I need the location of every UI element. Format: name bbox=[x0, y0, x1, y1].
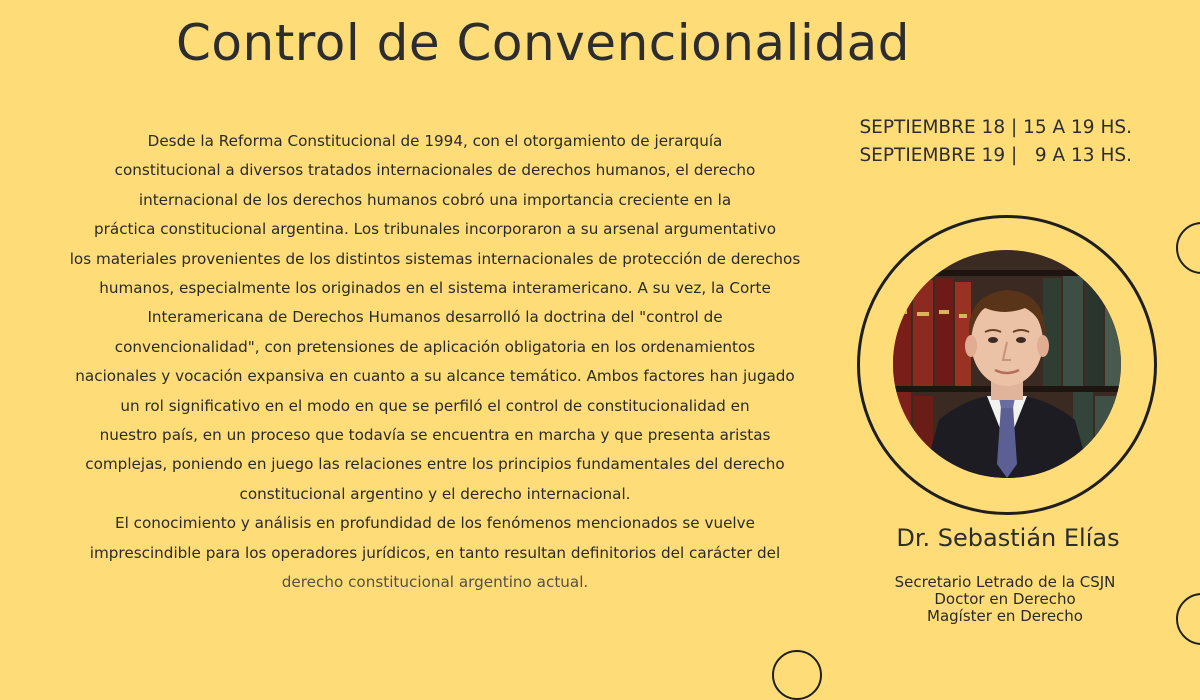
date-line-1: SEPTIEMBRE 18 | 15 A 19 HS. bbox=[859, 117, 1132, 138]
description-line: humanos, especialmente los originados en el sistema interamericano. A su vez, la Corte bbox=[99, 279, 771, 298]
speaker-portrait-image bbox=[893, 250, 1121, 478]
description-line: constitucional argentino y el derecho internacional. bbox=[239, 484, 631, 503]
speaker-role: Magíster en Derecho bbox=[927, 607, 1083, 625]
decorative-circle-right-bottom bbox=[1176, 593, 1200, 645]
description-line: nuestro país, en un proceso que todavía se encuentra en marcha y que presenta aristas bbox=[99, 426, 771, 445]
description-line: un rol significativo en el modo en que se perfiló el control de constitucionalidad en bbox=[120, 396, 750, 415]
description-line: internacional de los derechos humanos cobró una importancia creciente en la bbox=[138, 190, 732, 209]
description-line: El conocimiento y análisis en profundidad de los fenómenos mencionados se vuelve bbox=[114, 514, 755, 533]
description-line: imprescindible para los operadores jurídicos, en tanto resultan definitorios del carácter del bbox=[89, 543, 781, 562]
speaker-photo bbox=[893, 250, 1121, 478]
speaker-name: Dr. Sebastián Elías bbox=[896, 524, 1120, 552]
date-line-2: SEPTIEMBRE 19 | 9 A 13 HS. bbox=[859, 145, 1132, 166]
speaker-roles bbox=[858, 574, 1152, 625]
decorative-circle-right-top bbox=[1176, 222, 1200, 274]
speaker-role: Secretario Letrado de la CSJN bbox=[894, 573, 1116, 591]
description-line: complejas, poniendo en juego las relaciones entre los principios fundamentales del derecho bbox=[85, 455, 785, 474]
page-title: Control de Convencionalidad bbox=[176, 14, 910, 72]
event-dates bbox=[859, 114, 1132, 170]
description-line: Interamericana de Derechos Humanos desarrolló la doctrina del "control de bbox=[147, 308, 723, 327]
speaker-role: Doctor en Derecho bbox=[934, 590, 1076, 608]
description-line: Desde la Reforma Constitucional de 1994, con el otorgamiento de jerarquía bbox=[147, 132, 723, 150]
description-line: los materiales provenientes de los distintos sistemas internacionales de protección de derechos bbox=[69, 249, 801, 268]
decorative-circle-bottom bbox=[772, 650, 822, 700]
description-line: convencionalidad", con pretensiones de aplicación obligatoria en los ordenamientos bbox=[114, 337, 756, 356]
description-text bbox=[40, 127, 830, 598]
description-line: nacionales y vocación expansiva en cuanto a su alcance temático. Ambos factores han jugado bbox=[75, 367, 795, 386]
description-line: práctica constitucional argentina. Los tribunales incorporaron a su arsenal argumentativo bbox=[94, 220, 776, 239]
description-line: derecho constitucional argentino actual. bbox=[281, 573, 589, 592]
description-line: constitucional a diversos tratados internacionales de derechos humanos, el derecho bbox=[114, 161, 756, 180]
